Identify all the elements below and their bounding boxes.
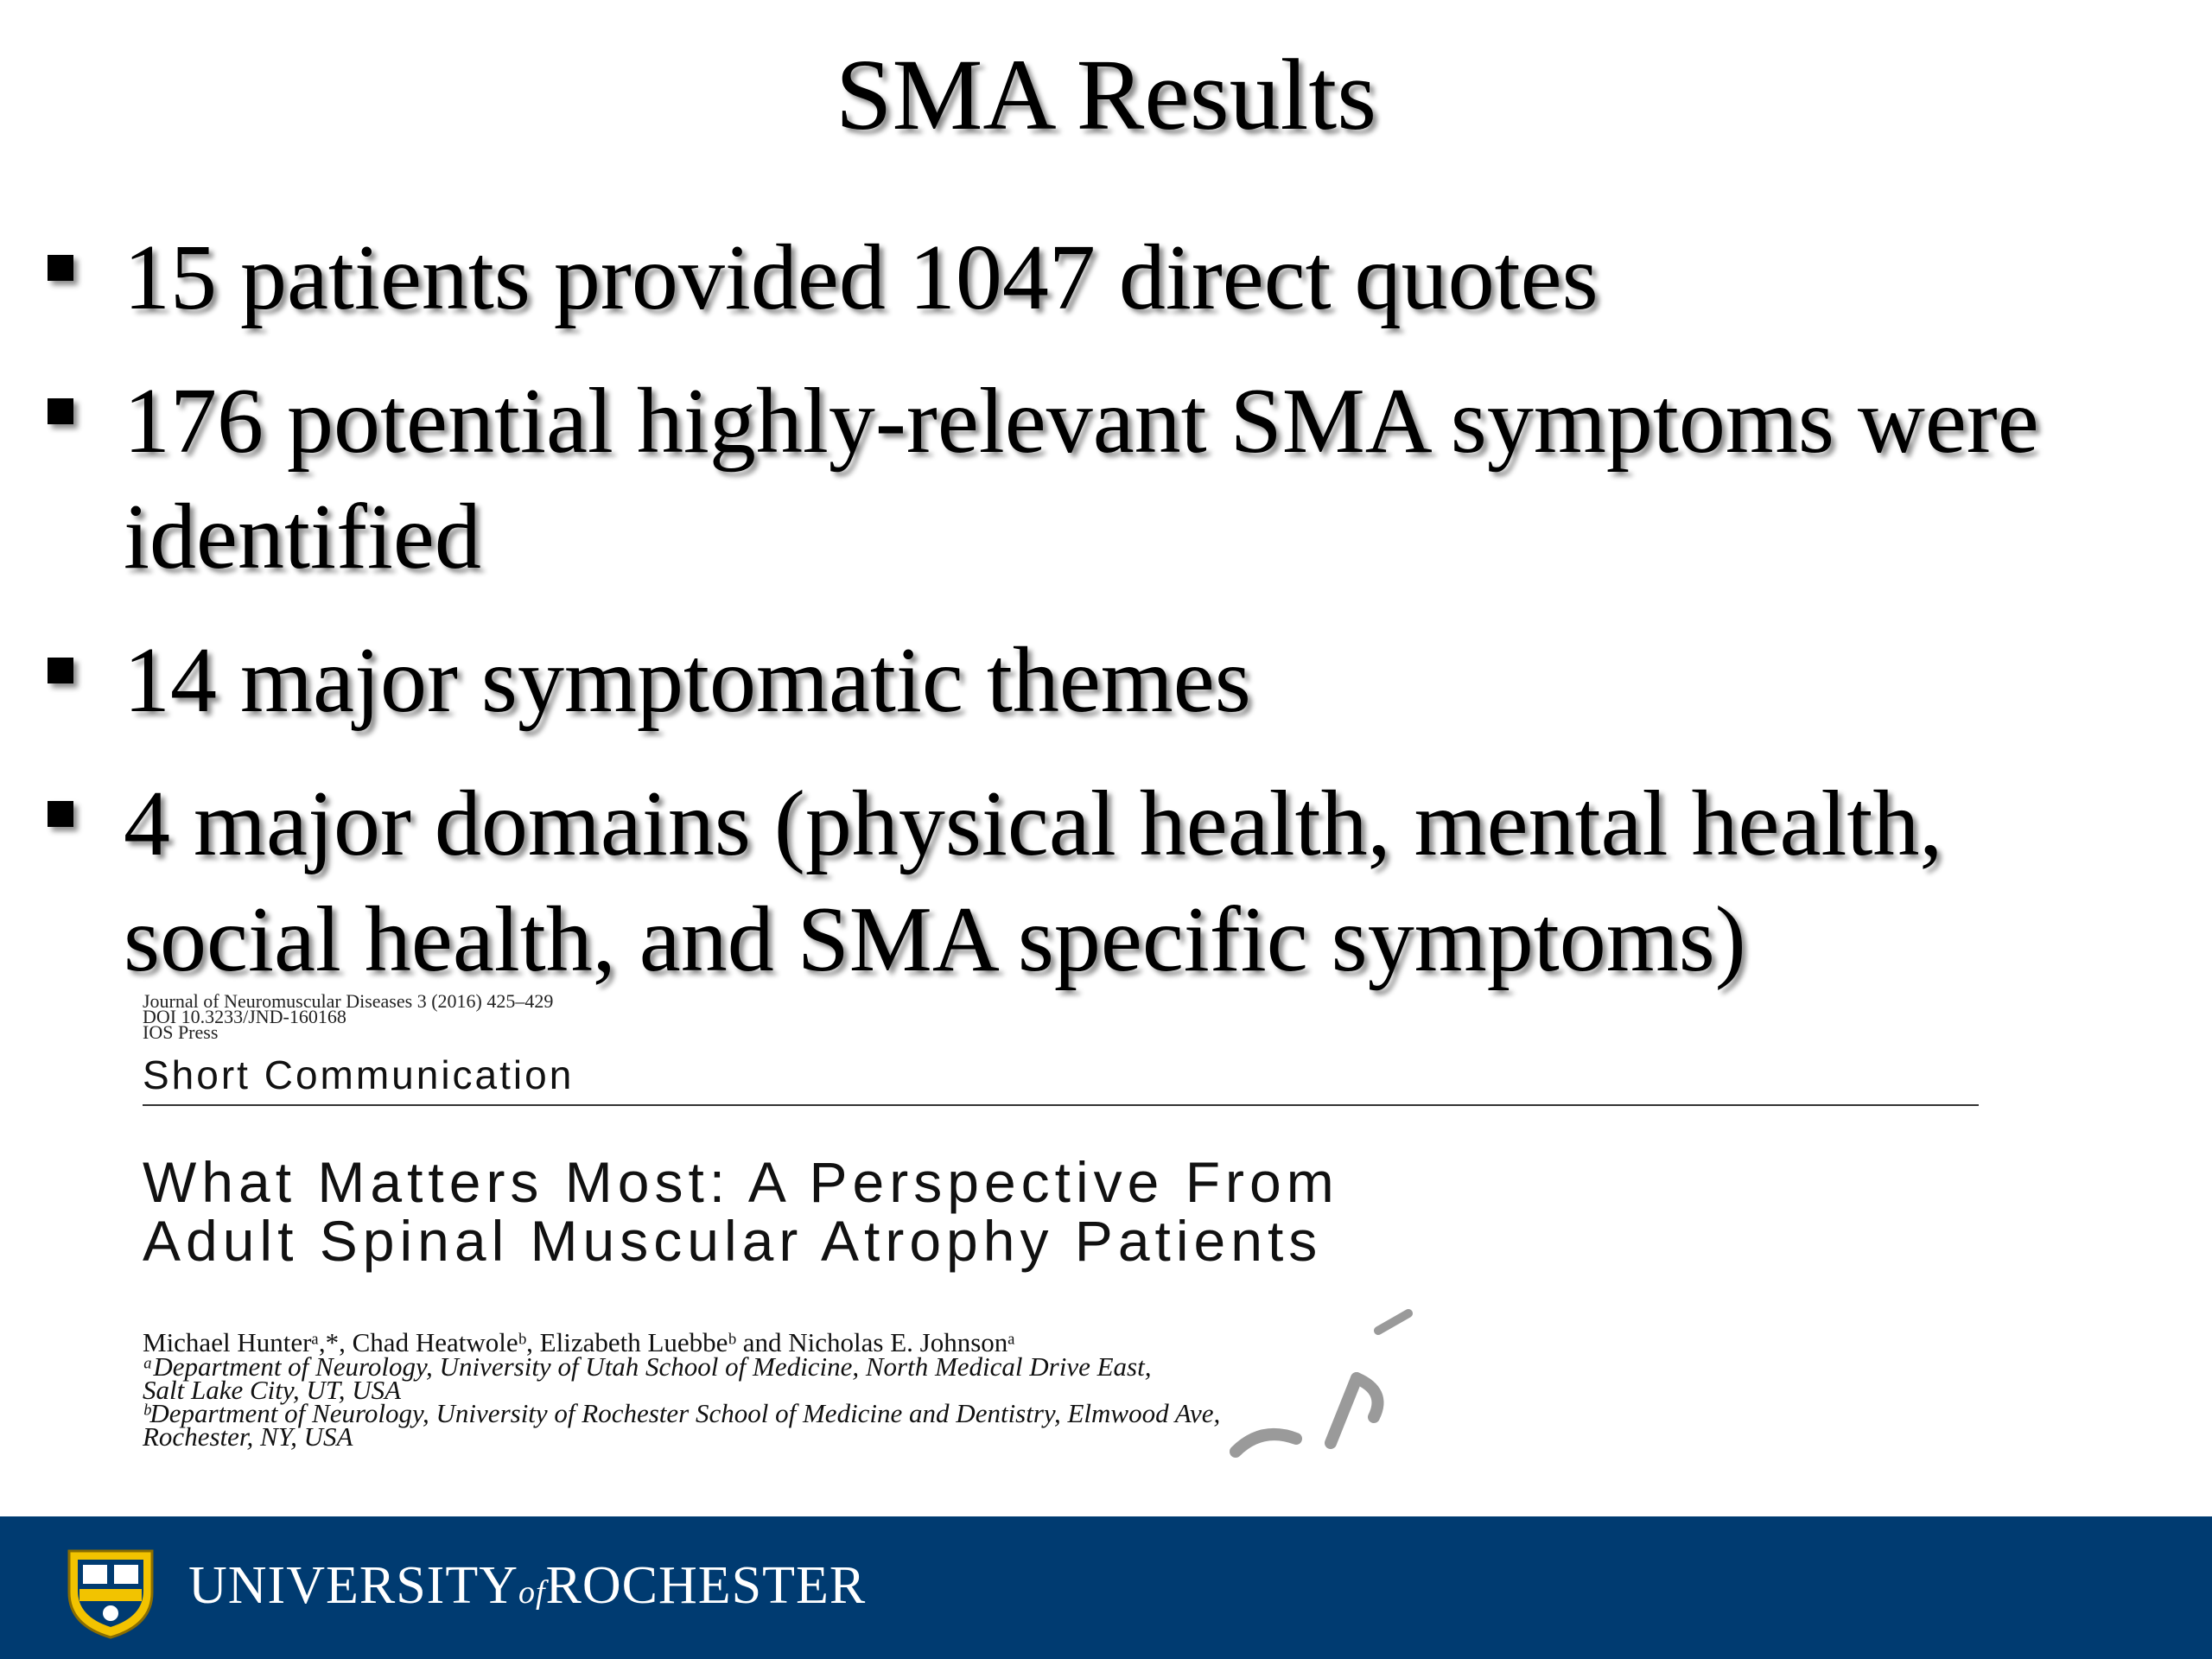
- paper-title-line-1: What Matters Most: A Perspective From: [143, 1150, 1339, 1214]
- square-bullet-icon: [48, 658, 73, 683]
- paper-title-line-2: Adult Spinal Muscular Atrophy Patients: [143, 1209, 1323, 1273]
- bullet-item: [0, 364, 2212, 595]
- watermark-mark: [1227, 1296, 1503, 1469]
- bullet-text: 4 major domains (physical health, mental health, social health, and SMA specific symptoms): [124, 772, 1943, 991]
- bullet-item: [0, 766, 2212, 998]
- footer-bar: [0, 1516, 2212, 1659]
- paper-authors: Michael Hunterᵃ,*, Chad Heatwoleᵇ, Elizabeth Luebbeᵇ and Nicholas E. Johnsonᵃ: [143, 1327, 1015, 1357]
- square-bullet-icon: [48, 398, 73, 424]
- bullet-list: [0, 220, 2212, 998]
- bullet-item: [0, 220, 2212, 336]
- doi-line: DOI 10.3233/JND-160168: [143, 1006, 346, 1027]
- slide-title: SMA Results: [835, 38, 1377, 151]
- square-bullet-icon: [48, 255, 73, 281]
- wordmark-rochester: ROCHESTER: [545, 1556, 867, 1615]
- affiliation-a-line-2: Salt Lake City, UT, USA: [143, 1375, 402, 1405]
- affiliation-b-line-2: Rochester, NY, USA: [143, 1421, 353, 1452]
- university-seal-icon: [62, 1541, 159, 1641]
- bullet-text: 176 potential highly-relevant SMA symptoms were identified: [124, 370, 2039, 588]
- journal-line: Journal of Neuromuscular Diseases 3 (2016) 425–429: [143, 990, 554, 1012]
- bullet-item: [0, 623, 2212, 739]
- affiliation-a-line-1: ᵃDepartment of Neurology, University of Utah School of Medicine, North Medical Drive East,: [143, 1351, 1152, 1382]
- publisher-line: IOS Press: [143, 1021, 219, 1043]
- wordmark-of: of: [518, 1574, 546, 1611]
- square-bullet-icon: [48, 801, 73, 827]
- bullet-text: 14 major symptomatic themes: [124, 629, 1251, 732]
- paper-excerpt-image: [143, 990, 1992, 1460]
- paper-section-label: Short Communication: [143, 1052, 575, 1097]
- bullet-text: 15 patients provided 1047 direct quotes: [124, 226, 1599, 329]
- university-wordmark: [188, 1551, 866, 1627]
- wordmark-university: UNIVERSITY: [188, 1556, 518, 1615]
- affiliation-b-line-1: ᵇDepartment of Neurology, University of Rochester School of Medicine and Dentistry, Elmwood Ave,: [143, 1398, 1221, 1428]
- divider: [143, 1104, 1979, 1106]
